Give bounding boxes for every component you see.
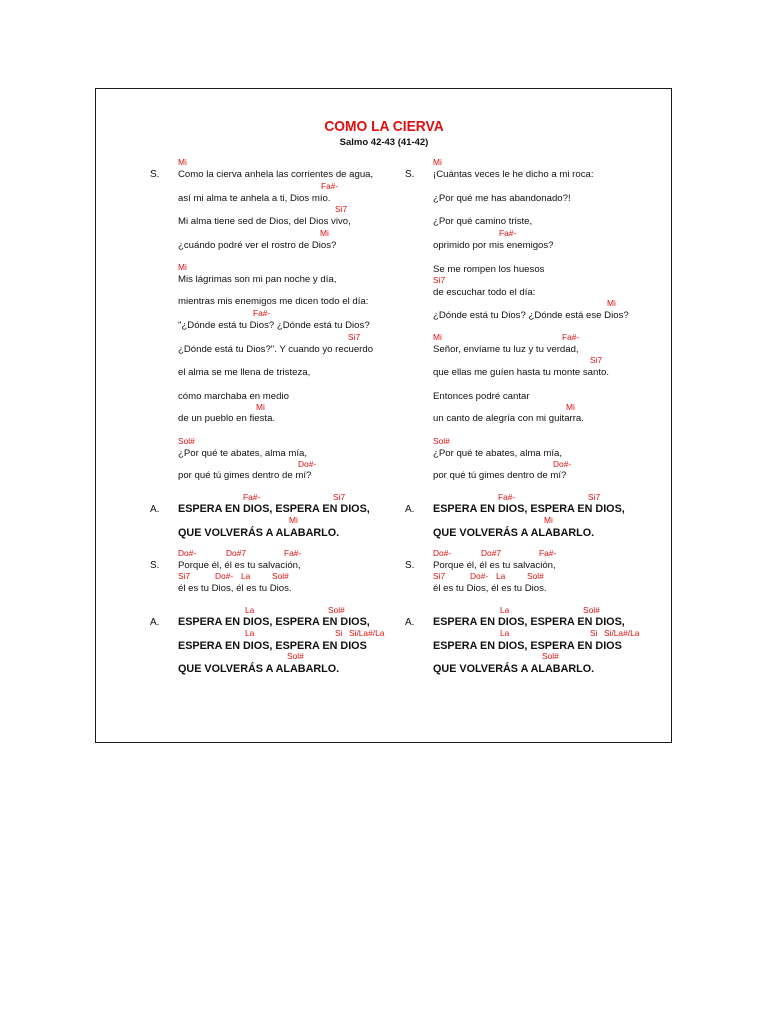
lyric-line: ¡Cuántas veces le he dicho a mi roca: bbox=[433, 169, 594, 180]
chord-label: La bbox=[245, 605, 255, 615]
chord-label: Sol# bbox=[542, 651, 559, 661]
chord-label: Mi bbox=[433, 332, 442, 342]
section-marker: S. bbox=[405, 169, 415, 180]
chord-label: Mi bbox=[544, 515, 553, 525]
chord-label: Sol# bbox=[272, 571, 289, 581]
lyric-line: "¿Dónde está tu Dios? ¿Dónde está tu Dios? bbox=[178, 320, 370, 331]
lyric-line: que ellas me guíen hasta tu monte santo. bbox=[433, 367, 609, 378]
chord-label: Do#- bbox=[178, 548, 197, 558]
chord-label: Fa#- bbox=[284, 548, 302, 558]
chord-label: Sol# bbox=[527, 571, 544, 581]
chord-label: Do#7 bbox=[481, 548, 502, 558]
lyric-line: el alma se me llena de tristeza, bbox=[178, 367, 311, 378]
chord-label: Do#- bbox=[553, 459, 572, 469]
section-marker: A. bbox=[405, 617, 415, 628]
chord-label: Si/La#/La bbox=[604, 628, 640, 638]
chord-label: Sol# bbox=[328, 605, 345, 615]
chorus-line: ESPERA EN DIOS, ESPERA EN DIOS, bbox=[433, 616, 625, 628]
lyric-line: ¿Por qué te abates, alma mía, bbox=[178, 448, 308, 459]
song-title: COMO LA CIERVA bbox=[324, 118, 444, 135]
chord-label: Fa#- bbox=[562, 332, 580, 342]
lyric-line: Mi alma tiene sed de Dios, del Dios vivo, bbox=[178, 216, 351, 227]
section-marker: S. bbox=[405, 560, 415, 571]
chord-label: Si7 bbox=[433, 275, 446, 285]
chord-label: Si bbox=[590, 628, 598, 638]
lyric-line: Mis lágrimas son mi pan noche y día, bbox=[178, 274, 337, 285]
chorus-line: ESPERA EN DIOS, ESPERA EN DIOS, bbox=[178, 616, 370, 628]
chord-label: Si7 bbox=[178, 571, 191, 581]
section-marker: A. bbox=[150, 617, 160, 628]
chord-label: Si7 bbox=[333, 492, 346, 502]
chord-label: Si/La#/La bbox=[349, 628, 385, 638]
lyric-line: por qué tú gimes dentro de mí? bbox=[178, 470, 312, 481]
chord-label: La bbox=[245, 628, 255, 638]
lyric-line: Como la cierva anhela las corrientes de agua, bbox=[178, 169, 374, 180]
chorus-line: ESPERA EN DIOS, ESPERA EN DIOS, bbox=[433, 503, 625, 515]
lyric-line: Señor, envíame tu luz y tu verdad, bbox=[433, 344, 579, 355]
chord-label: Do#7 bbox=[226, 548, 247, 558]
chord-label: Mi bbox=[256, 402, 265, 412]
lyric-line: de escuchar todo el día: bbox=[433, 287, 536, 298]
lyric-line: ¿Dónde está tu Dios?". Y cuando yo recuerdo bbox=[178, 344, 374, 355]
lyric-line: Porque él, él es tu salvación, bbox=[178, 560, 301, 571]
chord-label: La bbox=[500, 605, 510, 615]
chord-label: Sol# bbox=[433, 436, 450, 446]
section-marker: S. bbox=[150, 169, 160, 180]
chord-label: La bbox=[500, 628, 510, 638]
section-marker: A. bbox=[150, 504, 160, 515]
lyric-line: de un pueblo en fiesta. bbox=[178, 413, 276, 424]
chord-label: Si7 bbox=[348, 332, 361, 342]
chord-label: Fa#- bbox=[539, 548, 557, 558]
chord-label: Mi bbox=[178, 262, 187, 272]
chord-label: Sol# bbox=[583, 605, 600, 615]
chord-label: Do#- bbox=[433, 548, 452, 558]
chord-label: Fa#- bbox=[321, 181, 339, 191]
chord-label: Fa#- bbox=[498, 492, 516, 502]
lyric-line: Se me rompen los huesos bbox=[433, 264, 545, 275]
lyric-line: Porque él, él es tu salvación, bbox=[433, 560, 556, 571]
chord-label: Mi bbox=[320, 228, 329, 238]
chord-label: Mi bbox=[289, 515, 298, 525]
chorus-line: ESPERA EN DIOS, ESPERA EN DIOS, bbox=[178, 503, 370, 515]
lyric-line: ¿Por qué te abates, alma mía, bbox=[433, 448, 563, 459]
lyric-line: Entonces podré cantar bbox=[433, 391, 530, 402]
chord-label: Mi bbox=[433, 157, 442, 167]
lyric-line: ¿Dónde está tu Dios? ¿Dónde está ese Dios? bbox=[433, 310, 629, 321]
chorus-line: QUE VOLVERÁS A ALABARLO. bbox=[178, 663, 340, 675]
chord-label: La bbox=[496, 571, 506, 581]
chord-label: Do#- bbox=[470, 571, 489, 581]
chord-label: Si7 bbox=[588, 492, 601, 502]
section-marker: S. bbox=[150, 560, 160, 571]
song-subtitle: Salmo 42-43 (41-42) bbox=[339, 137, 429, 148]
chord-label: Sol# bbox=[287, 651, 304, 661]
chorus-line: QUE VOLVERÁS A ALABARLO. bbox=[433, 663, 595, 675]
chord-label: Do#- bbox=[298, 459, 317, 469]
chorus-line: ESPERA EN DIOS, ESPERA EN DIOS bbox=[433, 640, 622, 652]
chord-label: Mi bbox=[566, 402, 575, 412]
lyric-line: un canto de alegría con mi guitarra. bbox=[433, 413, 584, 424]
chord-label: Si7 bbox=[590, 355, 603, 365]
chord-label: Fa#- bbox=[243, 492, 261, 502]
lyric-line: ¿Por qué camino triste, bbox=[433, 216, 533, 227]
lyric-line: él es tu Dios, él es tu Dios. bbox=[178, 583, 292, 594]
chord-label: Sol# bbox=[178, 436, 195, 446]
lyric-line: ¿Por qué me has abandonado?! bbox=[433, 193, 571, 204]
chord-label: Fa#- bbox=[499, 228, 517, 238]
lyric-line: cómo marchaba en medio bbox=[178, 391, 289, 402]
chord-label: Fa#- bbox=[253, 308, 271, 318]
lyric-line: mientras mis enemigos me dicen todo el día: bbox=[178, 296, 369, 307]
lyric-line: ¿cuándo podré ver el rostro de Dios? bbox=[178, 240, 337, 251]
section-marker: A. bbox=[405, 504, 415, 515]
chord-label: Do#- bbox=[215, 571, 234, 581]
lyric-line: así mi alma te anhela a ti, Dios mío. bbox=[178, 193, 331, 204]
chord-label: Si7 bbox=[335, 204, 348, 214]
chord-label: Mi bbox=[607, 298, 616, 308]
chorus-line: QUE VOLVERÁS A ALABARLO. bbox=[433, 527, 595, 539]
chord-label: Si7 bbox=[433, 571, 446, 581]
chorus-line: QUE VOLVERÁS A ALABARLO. bbox=[178, 527, 340, 539]
chord-label: La bbox=[241, 571, 251, 581]
lyric-line: por qué tú gimes dentro de mí? bbox=[433, 470, 567, 481]
chord-label: Mi bbox=[178, 157, 187, 167]
lyric-line: oprimido por mis enemigos? bbox=[433, 240, 554, 251]
chorus-line: ESPERA EN DIOS, ESPERA EN DIOS bbox=[178, 640, 367, 652]
lyric-line: él es tu Dios, él es tu Dios. bbox=[433, 583, 547, 594]
chord-label: Si bbox=[335, 628, 343, 638]
